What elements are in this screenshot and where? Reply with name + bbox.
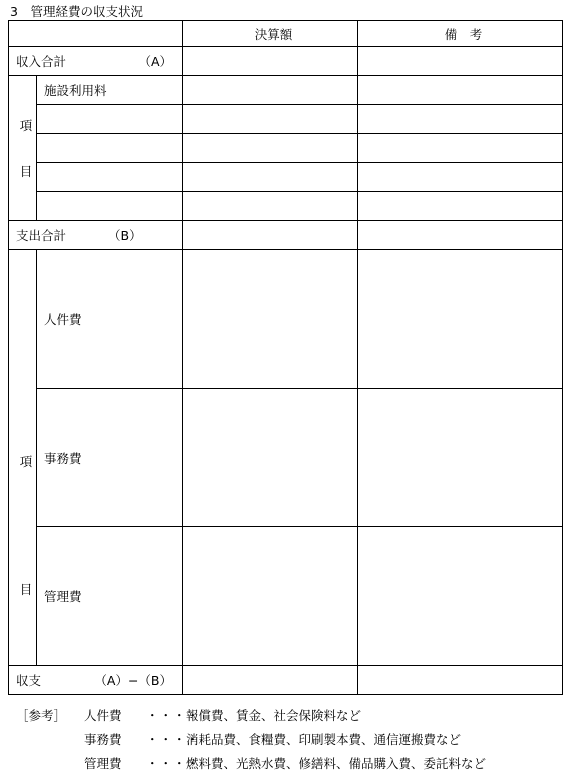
expense-total-code: （B） (108, 228, 142, 243)
expense-item-row (9, 527, 563, 666)
note-text: 消耗品費、食糧費、印刷製本費、通信運搬費など (186, 732, 462, 747)
header-blank-cell (9, 21, 183, 47)
expense-item-personnel-label: 人件費 (37, 250, 183, 389)
expense-item-management-amount[interactable] (183, 527, 358, 666)
income-total-row (9, 47, 563, 76)
income-total-label-cell (9, 47, 183, 76)
income-items-vertical-label (9, 76, 37, 221)
balance-remarks[interactable] (358, 666, 563, 695)
note-key: 人件費 (84, 708, 122, 723)
balance-row (9, 666, 563, 695)
income-item-3-amount[interactable] (183, 134, 358, 163)
balance-label: 収支 (16, 673, 42, 688)
income-item-1-amount[interactable] (183, 76, 358, 105)
expense-total-row (9, 221, 563, 250)
income-item-1-label: 施設利用料 (37, 76, 183, 105)
header-remarks: 備 考 (358, 21, 563, 47)
income-item-3-label (37, 134, 183, 163)
header-row (9, 21, 563, 47)
income-item-5-remarks[interactable] (358, 192, 563, 221)
expense-total-remarks[interactable] (358, 221, 563, 250)
income-item-5-amount[interactable] (183, 192, 358, 221)
income-item-row (9, 105, 563, 134)
expense-item-management-remarks[interactable] (358, 527, 563, 666)
expense-item-office-label: 事務費 (37, 389, 183, 527)
expense-item-row (9, 250, 563, 389)
section-title: 3 管理経費の収支状況 (10, 4, 143, 19)
income-item-row (9, 134, 563, 163)
expense-total-amount[interactable] (183, 221, 358, 250)
note-dots: ・・・・ (146, 708, 201, 723)
expense-items-vertical-label (9, 250, 37, 666)
notes-lead: ［参考］ (16, 708, 67, 723)
expense-item-personnel-amount[interactable] (183, 250, 358, 389)
income-items-char-2: 目 (19, 164, 33, 179)
expense-items-char-1: 項 (19, 453, 33, 469)
expense-item-personnel-remarks[interactable] (358, 250, 563, 389)
expense-total-label-cell (9, 221, 183, 250)
income-item-2-label (37, 105, 183, 134)
note-key: 管理費 (84, 756, 122, 771)
income-total-amount[interactable] (183, 47, 358, 76)
income-item-1-remarks[interactable] (358, 76, 563, 105)
expense-table (8, 20, 563, 695)
income-item-2-amount[interactable] (183, 105, 358, 134)
expense-item-management-label: 管理費 (37, 527, 183, 666)
income-item-4-label (37, 163, 183, 192)
income-items-char-1: 項 (19, 118, 33, 133)
note-row (16, 704, 486, 728)
income-item-row (9, 76, 563, 105)
income-total-remarks[interactable] (358, 47, 563, 76)
balance-formula: （A）−（B） (94, 673, 172, 688)
note-text: 燃料費、光熱水費、修繕料、備品購入費、委託料など (186, 756, 487, 771)
expense-items-char-2: 目 (19, 581, 33, 597)
note-text: 報償費、賃金、社会保険料など (186, 708, 362, 723)
income-item-5-label (37, 192, 183, 221)
note-dots: ・・・・ (146, 756, 201, 771)
note-row (16, 728, 486, 752)
expense-item-office-amount[interactable] (183, 389, 358, 527)
income-item-4-remarks[interactable] (358, 163, 563, 192)
income-item-row (9, 192, 563, 221)
reference-notes (16, 704, 486, 776)
income-item-4-amount[interactable] (183, 163, 358, 192)
income-total-label: 収入合計 (16, 54, 67, 69)
expense-item-row (9, 389, 563, 527)
expense-item-office-remarks[interactable] (358, 389, 563, 527)
income-item-row (9, 163, 563, 192)
income-item-2-remarks[interactable] (358, 105, 563, 134)
balance-amount[interactable] (183, 666, 358, 695)
expense-total-label: 支出合計 (16, 228, 67, 243)
note-row (16, 752, 486, 776)
header-amount: 決算額 (183, 21, 358, 47)
balance-label-cell (9, 666, 183, 695)
income-total-code: （A） (138, 54, 172, 69)
income-item-3-remarks[interactable] (358, 134, 563, 163)
note-dots: ・・・・ (146, 732, 201, 747)
note-key: 事務費 (84, 732, 122, 747)
